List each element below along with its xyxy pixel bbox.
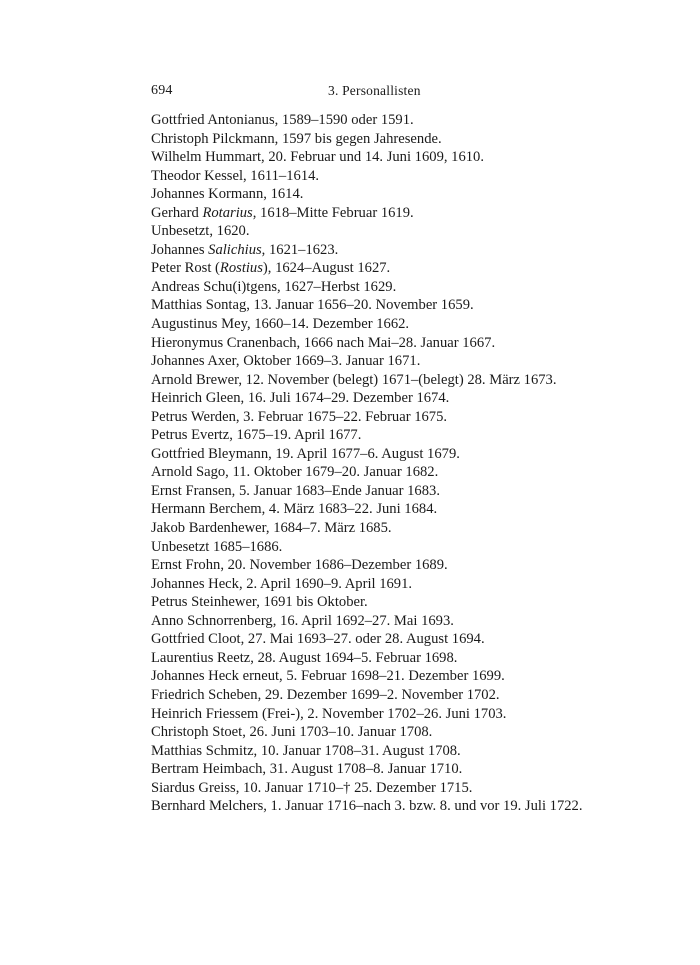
entry-text: Ernst Fransen, 5. Januar 1683–Ende Januar 1683. xyxy=(151,482,440,499)
list-item xyxy=(151,352,583,371)
list-item xyxy=(151,779,583,798)
entry-text: Ernst Frohn, 20. November 1686–Dezember 1689. xyxy=(151,557,448,574)
entry-text: Johannes Axer, Oktober 1669–3. Januar 1671. xyxy=(151,353,421,370)
entry-text: Matthias Sontag, 13. Januar 1656–20. November 1659. xyxy=(151,297,474,314)
list-item xyxy=(151,612,583,631)
entry-text: Jakob Bardenhewer, 1684–7. März 1685. xyxy=(151,520,392,537)
entry-text: Gottfried Bleymann, 19. April 1677–6. August 1679. xyxy=(151,445,460,462)
entry-text: Wilhelm Hummart, 20. Februar und 14. Juni 1609, 1610. xyxy=(151,149,485,166)
entry-text: , 1618–Mitte Februar 1619. xyxy=(252,204,414,221)
entry-text: Friedrich Scheben, 29. Dezember 1699–2. November 1702. xyxy=(151,686,500,703)
list-item xyxy=(151,334,583,353)
list-item xyxy=(151,204,583,223)
entry-latinized-name: Rotarius xyxy=(202,204,253,221)
entry-text: Hermann Berchem, 4. März 1683–22. Juni 1684. xyxy=(151,501,438,518)
entry-text: Theodor Kessel, 1611–1614. xyxy=(151,167,320,184)
list-item xyxy=(151,278,583,297)
list-item xyxy=(151,167,583,186)
entry-text: Christoph Pilckmann, 1597 bis gegen Jahresende. xyxy=(151,130,442,147)
list-item xyxy=(151,760,583,779)
list-item xyxy=(151,742,583,761)
list-item xyxy=(151,241,583,260)
entry-text: Peter Rost ( xyxy=(151,260,220,277)
entry-text: Bertram Heimbach, 31. August 1708–8. Januar 1710. xyxy=(151,761,463,778)
entry-text: Johannes Kormann, 1614. xyxy=(151,186,304,203)
list-item xyxy=(151,185,583,204)
entry-text: Augustinus Mey, 1660–14. Dezember 1662. xyxy=(151,316,410,333)
entry-text: Siardus Greiss, 10. Januar 1710–† 25. Dezember 1715. xyxy=(151,779,473,796)
page-number: 694 xyxy=(151,83,173,98)
entry-text: ), 1624–August 1627. xyxy=(262,260,391,277)
entry-latinized-name: Salichius xyxy=(208,241,262,258)
list-item xyxy=(151,482,583,501)
list-item xyxy=(151,649,583,668)
list-item xyxy=(151,222,583,241)
entry-text: Heinrich Friessem (Frei-), 2. November 1702–26. Juni 1703. xyxy=(151,705,507,722)
entry-text: Christoph Stoet, 26. Juni 1703–10. Januar 1708. xyxy=(151,724,433,741)
list-item xyxy=(151,519,583,538)
list-item xyxy=(151,315,583,334)
entry-text: Petrus Steinhewer, 1691 bis Oktober. xyxy=(151,594,368,611)
list-item xyxy=(151,408,583,427)
running-head: 3. Personallisten xyxy=(328,83,421,98)
list-item xyxy=(151,667,583,686)
entry-text: Arnold Sago, 11. Oktober 1679–20. Januar 1682. xyxy=(151,464,439,481)
entry-text: Petrus Werden, 3. Februar 1675–22. Februar 1675. xyxy=(151,408,448,425)
entry-text: Gottfried Antonianus, 1589–1590 oder 1591. xyxy=(151,112,414,128)
entry-text: Petrus Evertz, 1675–19. April 1677. xyxy=(151,427,362,444)
entry-text: Laurentius Reetz, 28. August 1694–5. Februar 1698. xyxy=(151,649,458,666)
list-item xyxy=(151,259,583,278)
entry-text: Heinrich Gleen, 16. Juli 1674–29. Dezember 1674. xyxy=(151,390,450,407)
list-item xyxy=(151,296,583,315)
list-item xyxy=(151,463,583,482)
list-item xyxy=(151,593,583,612)
list-item xyxy=(151,148,583,167)
list-item xyxy=(151,556,583,575)
entry-list xyxy=(151,111,583,816)
entry-latinized-name: Rostius xyxy=(219,260,263,277)
list-item xyxy=(151,630,583,649)
list-item xyxy=(151,426,583,445)
entry-text: Bernhard Melchers, 1. Januar 1716–nach 3. bzw. 8. und vor 19. Juli 1722. xyxy=(151,798,583,815)
entry-text: Hieronymus Cranenbach, 1666 nach Mai–28. Januar 1667. xyxy=(151,334,496,351)
list-item xyxy=(151,686,583,705)
entry-text: Unbesetzt, 1620. xyxy=(151,223,250,240)
entry-text: , 1621–1623. xyxy=(261,241,339,258)
list-item xyxy=(151,130,583,149)
list-item xyxy=(151,500,583,519)
list-item xyxy=(151,389,583,408)
list-item xyxy=(151,445,583,464)
list-item xyxy=(151,575,583,594)
list-item xyxy=(151,371,583,390)
list-item xyxy=(151,705,583,724)
entry-text: Johannes Heck, 2. April 1690–9. April 1691. xyxy=(151,575,413,592)
list-item xyxy=(151,538,583,557)
list-item xyxy=(151,111,583,130)
list-item xyxy=(151,797,583,816)
entry-text: Gerhard xyxy=(151,204,203,221)
entry-text: Arnold Brewer, 12. November (belegt) 1671–(belegt) 28. März 1673. xyxy=(151,371,557,388)
entry-text: Gottfried Cloot, 27. Mai 1693–27. oder 28. August 1694. xyxy=(151,631,485,648)
entry-text: Anno Schnorrenberg, 16. April 1692–27. Mai 1693. xyxy=(151,612,454,629)
list-item xyxy=(151,723,583,742)
entry-text: Andreas Schu(i)tgens, 1627–Herbst 1629. xyxy=(151,278,397,295)
entry-text: Matthias Schmitz, 10. Januar 1708–31. August 1708. xyxy=(151,742,461,759)
entry-text: Johannes Heck erneut, 5. Februar 1698–21. Dezember 1699. xyxy=(151,668,505,685)
entry-text: Johannes xyxy=(151,241,209,258)
entry-text: Unbesetzt 1685–1686. xyxy=(151,538,283,555)
